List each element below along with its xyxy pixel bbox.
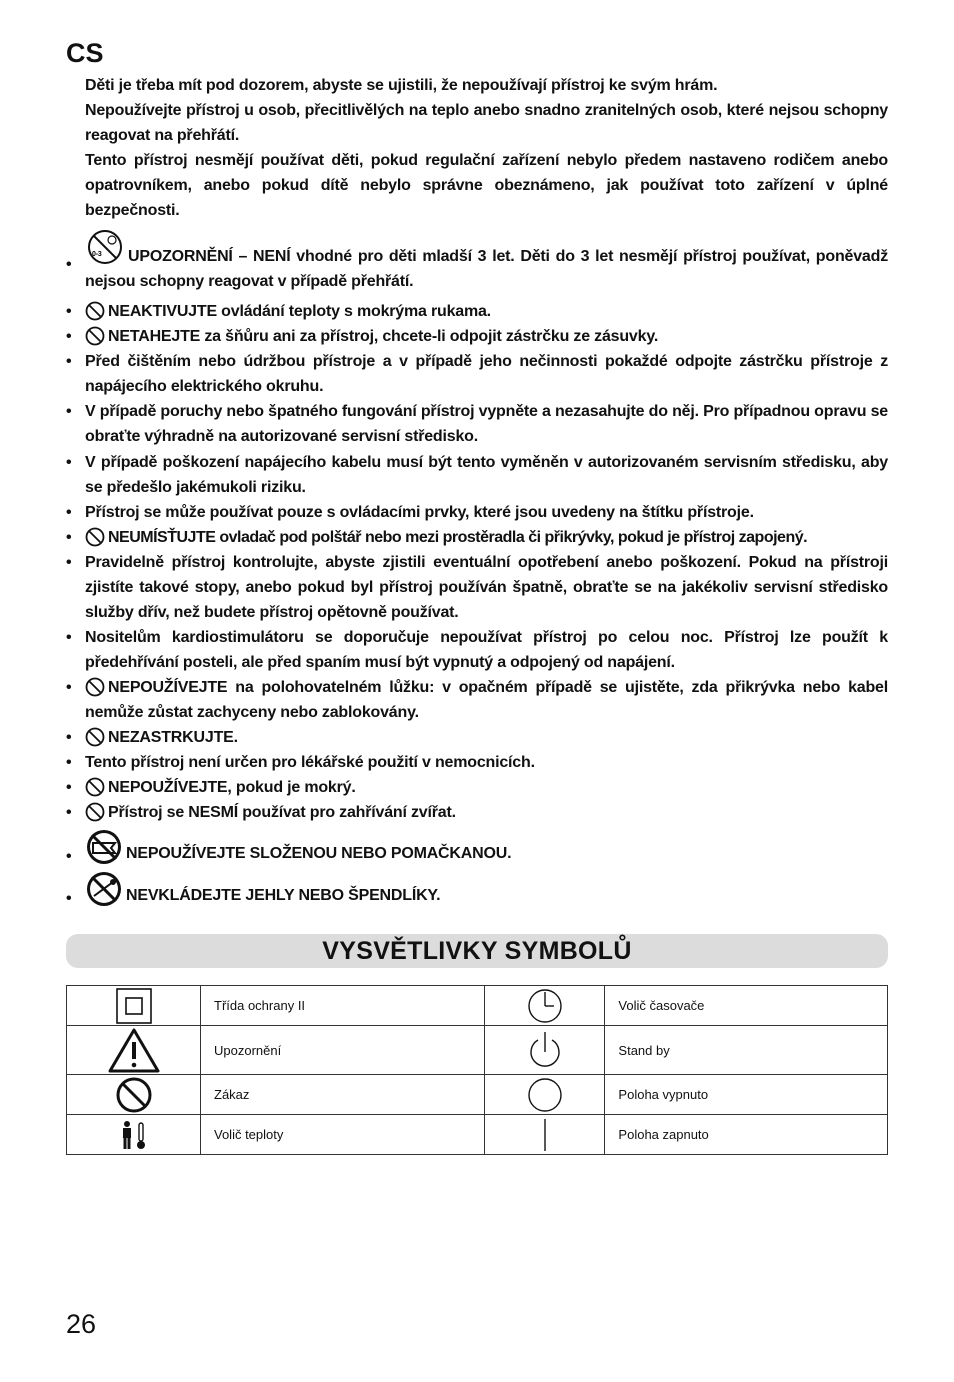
bullet-item: • Před čištěním nebo údržbou přístroje a v případě jeho nečinnosti pokaždé odpojte zástrčku přístroje z napájecího elektrického okruhu. [66,349,888,399]
bullet-emphasis: NEAKTIVUJTE [108,303,217,320]
bullet-item: • NETAHEJTE za šňůru ani za přístroj, chcete-li odpojit zástrčku ze zásuvky. [66,328,659,345]
bullet-text: NEPOUŽÍVEJTE, pokud je mokrý. [108,779,356,796]
timer-icon [485,986,605,1026]
prohibition-icon [85,777,105,797]
bullet-item: • NEAKTIVUJTE ovládání teploty s mokrýma rukama. [66,303,491,320]
bullet-text: NEVKLÁDEJTE JEHLY NEBO ŠPENDLÍKY. [126,887,441,904]
legend-label: Poloha vypnuto [605,1075,888,1115]
bullet-item: • V případě poškození napájecího kabelu musí být tento vyměněn v autorizovaném servisním středisku, aby se předešlo jakémukoli riziku. [66,450,888,500]
bullet-item: • Přístroj se může používat pouze s ovládacími prvky, které jsou uvedeny na štítku přístroje. [66,500,888,525]
no-children-under-3-icon [85,229,125,265]
bullet-text: Před čištěním nebo údržbou přístroje a v případě jeho nečinnosti pokaždé odpojte zástrčku přístroje z napájecího elektrického okruhu. [85,353,888,395]
bullet-text: ovladač pod polštář nebo mezi prostěradla či přikrývky, pokud je přístroj zapojený. [215,529,808,546]
bullet-item: • Nositelům kardiostimulátoru se doporučuje nepoužívat přístroj po celou noc. Přístroj lze použít k předehřívání posteli, ale před spaním musí být vypnutý a odpojený od napájení. [66,625,888,675]
bullet-text: Přístroj se může používat pouze s ovládacími prvky, které jsou uvedeny na štítku přístroje. [85,504,754,521]
table-row [67,986,888,1026]
bullet-text: V případě poruchy nebo špatného fungování přístroj vypněte a nezasahujte do něj. Pro případnou opravu se obraťte výhradně na autorizované servisní středisko. [85,403,888,445]
bullet-item: • Tento přístroj není určen pro lékářské použití v nemocnicích. [66,750,888,775]
language-code: CS [66,38,104,68]
bullet-item: • 0-3 UPOZORNĚNÍ – NENÍ vhodné pro děti mladší 3 let. Děti do 3 let nesmějí přístroj používat, poněvadž nejsou schopny reagovat v případě přehřátí. [66,229,888,294]
table-row [67,1075,888,1115]
legend-label: Stand by [605,1026,888,1075]
legend-label: Volič časovače [605,986,888,1026]
standby-icon [485,1026,605,1075]
bullet-text: Pravidelně přístroj kontrolujte, abyste zjistili eventuální opotřebení anebo poškození. Pokud na přístroji zjistíte takové stopy, anebo pokud byl přístroj používán špatně, obraťte se na jakékoliv servisní středisko služby dřív, než budete přístroj opětovně používat. [85,554,888,621]
bullet-text: V případě poškození napájecího kabelu musí být tento vyměněn v autorizovaném servisním středisku, aby se předešlo jakémukoli riziku. [85,454,888,496]
on-line-icon [485,1115,605,1155]
bullet-text: NEPOUŽÍVEJTE SLOŽENOU NEBO POMAČKANOU. [126,845,512,862]
bullet-item: • NEUMÍSŤUJTE ovladač pod polštář nebo mezi prostěradla či přikrývky, pokud je přístroj zapojený. [66,529,808,546]
bullet-item: • NEVKLÁDEJTE JEHLY NEBO ŠPENDLÍKY. [66,870,888,908]
section-title: VYSVĚTLIVKY SYMBOLŮ [322,937,632,965]
bullet-text: UPOZORNĚNÍ – NENÍ vhodné pro děti mladší 3 let. Děti do 3 let nesmějí přístroj používat, poněvadž nejsou schopny reagovat v případě přehřátí. [85,248,888,290]
bullet-item: • Pravidelně přístroj kontrolujte, abyste zjistili eventuální opotřebení anebo poškození. Pokud na přístroji zjistíte takové stopy, anebo pokud byl přístroj používán špatně, obraťte se na jakékoliv servisní středisko služby dřív, než budete přístroj opětovně používat. [66,550,888,625]
table-row [67,1026,888,1075]
bullet-item: • Přístroj se NESMÍ používat pro zahřívání zvířat. [66,804,456,821]
intro-text [85,73,888,223]
intro-paragraph: Děti je třeba mít pod dozorem, abyste se ujistili, že nepoužívají přístroj ke svým hrám. [85,77,718,94]
prohibition-icon [85,677,105,697]
off-circle-icon [485,1075,605,1115]
prohibition-icon [85,326,105,346]
bullet-text: za šňůru ani za přístroj, chcete-li odpojit zástrčku ze zásuvky. [200,328,659,345]
symbol-legend-table [66,985,888,1155]
intro-paragraph: Tento přístroj nesmějí používat děti, pokud regulační zařízení nebylo předem nastaveno rodičem anebo opatrovníkem, anebo pokud dítě nebylo správne obeznámeno, jak používat toto zařízení v úplné bezpečnosti. [85,152,888,219]
legend-label: Zákaz [201,1075,485,1115]
page-number: 26 [66,1309,97,1339]
bullet-item: • NEPOUŽÍVEJTE na polohovatelném lůžku: v opačném případě se ujistěte, zda přikrývka nebo kabel nemůže zůstat zachyceny nebo zablokovány. [66,679,888,721]
class-ii-icon [67,986,201,1026]
bullet-emphasis: NEPOUŽÍVEJTE [108,679,228,696]
bullet-emphasis: NETAHEJTE [108,328,201,345]
prohibition-icon [85,727,105,747]
age-badge-label: 0-3 [92,251,102,258]
bullet-text: na polohovatelném lůžku: v opačném případě se ujistěte, zda přikrývka nebo kabel nemůže zůstat zachyceny nebo zablokovány. [85,679,888,721]
bullet-text: Tento přístroj není určen pro lékářské použití v nemocnicích. [85,754,535,771]
bullet-item: • NEZASTRKUJTE. [66,729,238,746]
prohibition-icon [85,301,105,321]
no-pins-icon [85,870,123,908]
temperature-selector-icon [67,1115,201,1155]
bullet-text: ovládání teploty s mokrýma rukama. [216,303,491,320]
bullet-text: Nositelům kardiostimulátoru se doporučuje nepoužívat přístroj po celou noc. Přístroj lze použít k předehřívání posteli, ale před spaním musí být vypnutý a odpojený od napájení. [85,629,888,671]
table-row [67,1115,888,1155]
legend-label: Upozornění [201,1026,485,1075]
bullet-text: Přístroj se NESMÍ používat pro zahřívání zvířat. [108,804,456,821]
legend-label: Třída ochrany II [201,986,485,1026]
bullet-text: NEZASTRKUJTE. [108,729,238,746]
bullet-item: • NEPOUŽÍVEJTE, pokud je mokrý. [66,779,356,796]
prohibition-icon [85,527,105,547]
intro-paragraph: Nepoužívejte přístroj u osob, přecitlivělých na teplo anebo snadno zranitelných osob, které nejsou schopny reagovat na přehřátí. [85,102,888,144]
warning-icon [67,1026,201,1075]
bullet-item: • NEPOUŽÍVEJTE SLOŽENOU NEBO POMAČKANOU. [66,828,888,866]
bullet-emphasis: NEUMÍSŤUJTE [108,529,216,546]
legend-label: Volič teploty [201,1115,485,1155]
prohibition-icon [85,802,105,822]
prohibition-icon [67,1075,201,1115]
bullet-item: • V případě poruchy nebo špatného fungování přístroj vypněte a nezasahujte do něj. Pro případnou opravu se obraťte výhradně na autorizované servisní středisko. [66,399,888,449]
section-banner [66,934,888,968]
legend-label: Poloha zapnuto [605,1115,888,1155]
no-folding-icon [85,828,123,866]
